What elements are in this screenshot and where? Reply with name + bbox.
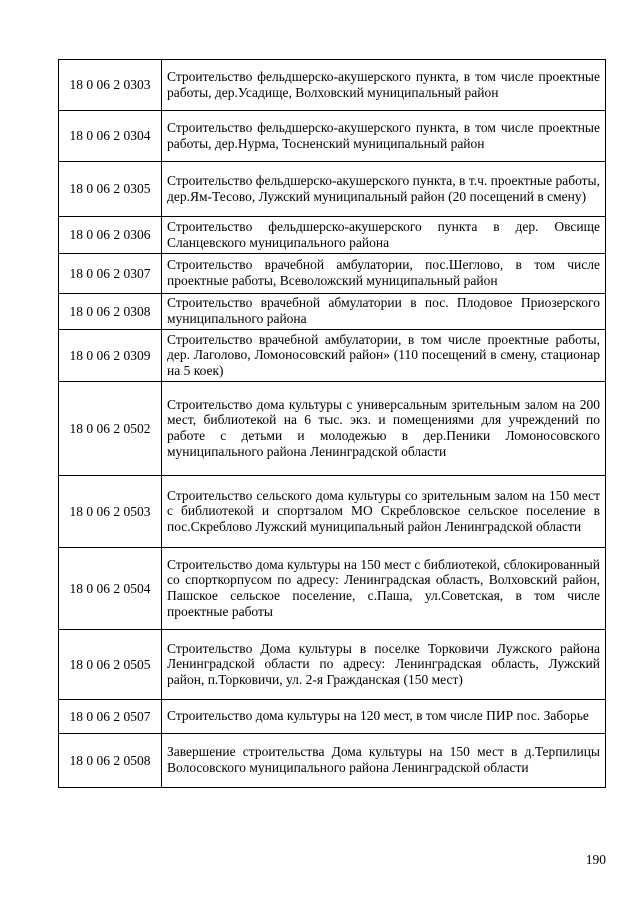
table-row	[59, 382, 606, 476]
table-row	[59, 630, 606, 700]
row-description: Строительство фельдшерско-акушерского пункта в дер. Овсище Сланцевского муниципального района	[162, 217, 606, 254]
table-row	[59, 60, 606, 111]
table-row	[59, 330, 606, 382]
row-code: 18 0 06 2 0303	[59, 60, 162, 111]
table-row	[59, 294, 606, 330]
row-code: 18 0 06 2 0508	[59, 734, 162, 788]
row-code: 18 0 06 2 0309	[59, 330, 162, 382]
table-row	[59, 111, 606, 162]
row-description: Строительство врачебной амбулатории, пос.Шеглово, в том числе проектные работы, Всеволожский муниципальный район	[162, 254, 606, 294]
row-description: Строительство дома культуры с универсальным зрительным залом на 200 мест, библиотекой на 6 тыс. экз. и помещениями для учреждений по работе с детьми и молодежью в дер.Пеники Ломоносовского муниципального района Ленинградской области	[162, 382, 606, 476]
page-number: 190	[585, 852, 606, 867]
row-code: 18 0 06 2 0507	[59, 700, 162, 734]
row-code: 18 0 06 2 0306	[59, 217, 162, 254]
budget-code-table	[58, 59, 606, 788]
table-row	[59, 700, 606, 734]
row-description: Строительство врачебной абмулатории в пос. Плодовое Приозерского муниципального района	[162, 294, 606, 330]
row-code: 18 0 06 2 0504	[59, 548, 162, 630]
row-description: Строительство дома культуры на 120 мест, в том числе ПИР пос. Заборье	[162, 700, 606, 734]
row-code: 18 0 06 2 0502	[59, 382, 162, 476]
row-code: 18 0 06 2 0305	[59, 162, 162, 217]
row-description: Строительство фельдшерско-акушерского пункта, в том числе проектные работы, дер.Нурма, Тосненский муниципальный район	[162, 111, 606, 162]
row-code: 18 0 06 2 0308	[59, 294, 162, 330]
row-description: Строительство дома культуры на 150 мест с библиотекой, сблокированный со спорткорпусом по адресу: Ленинградская область, Волховский район, Пашское сельское поселение, с.Паша, ул.Советская, в том числе проектные работы	[162, 548, 606, 630]
row-description: Строительство фельдшерско-акушерского пункта, в том числе проектные работы, дер.Усадище, Волховский муниципальный район	[162, 60, 606, 111]
table-row	[59, 254, 606, 294]
row-code: 18 0 06 2 0503	[59, 476, 162, 548]
row-code: 18 0 06 2 0505	[59, 630, 162, 700]
row-code: 18 0 06 2 0304	[59, 111, 162, 162]
row-description: Строительство сельского дома культуры со зрительным залом на 150 мест с библиотекой и спортзалом МО Скребловское сельское поселение в пос.Скреблово Лужский муниципальный район Ленинградской области	[162, 476, 606, 548]
row-code: 18 0 06 2 0307	[59, 254, 162, 294]
row-description: Строительство врачебной амбулатории, в том числе проектные работы, дер. Лаголово, Ломоносовский район» (110 посещений в смену, стационар на 5 коек)	[162, 330, 606, 382]
row-description: Завершение строительства Дома культуры на 150 мест в д.Терпилицы Волосовского муниципального района Ленинградской области	[162, 734, 606, 788]
table-row	[59, 162, 606, 217]
table-row	[59, 734, 606, 788]
table-row	[59, 476, 606, 548]
row-description: Строительство фельдшерско-акушерского пункта, в т.ч. проектные работы, дер.Ям-Тесово, Лужский муниципальный район (20 посещений в смену)	[162, 162, 606, 217]
table-row	[59, 217, 606, 254]
row-description: Строительство Дома культуры в поселке Торковичи Лужского района Ленинградской области по адресу: Ленинградская область, Лужский район, п.Торковичи, ул. 2-я Гражданская (150 мест)	[162, 630, 606, 700]
table-row	[59, 548, 606, 630]
